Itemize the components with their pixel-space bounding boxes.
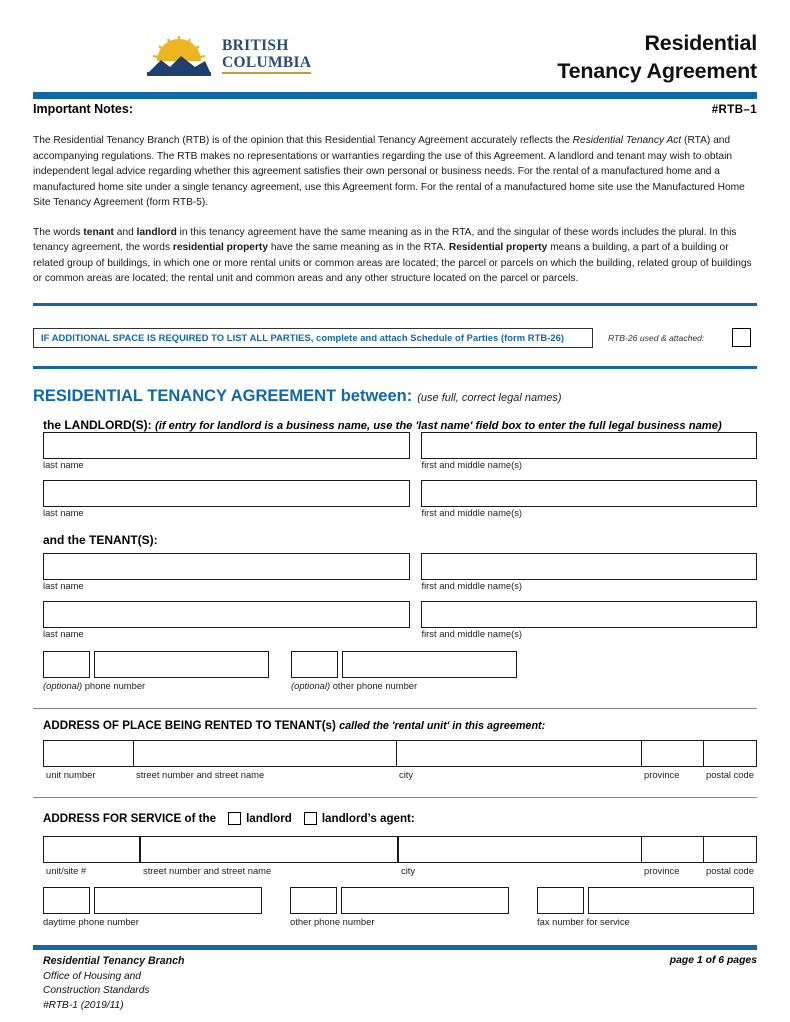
landlord-2-last-name-group	[43, 480, 410, 520]
landlord-2-last-name-input[interactable]	[43, 480, 410, 507]
service-fax-boxes	[537, 887, 754, 914]
rental-city-caption: city	[399, 768, 414, 780]
notes-p2-bold-tenant: tenant	[83, 226, 114, 238]
service-fax-number-input[interactable]	[588, 887, 754, 914]
tenant-phone-1-caption-rest: phone number	[82, 679, 146, 691]
notice-side-label: RTB-26 used & attached:	[608, 332, 705, 343]
rental-address-grid	[33, 740, 757, 780]
agreement-heading-note: (use full, correct legal names)	[417, 391, 562, 404]
notice-text: IF ADDITIONAL SPACE IS REQUIRED TO LIST ALL PARTIES, complete and attach Schedule of Parties (form RTB-26)	[41, 331, 565, 343]
service-street-input[interactable]	[141, 837, 399, 862]
notice-text-box	[33, 328, 593, 348]
landlord-fields	[33, 432, 757, 520]
important-notes-label: Important Notes:	[33, 102, 133, 116]
landlord-1-first-name-input[interactable]	[421, 432, 757, 459]
notes-p2-bold-landlord: landlord	[136, 226, 177, 238]
landlord-1-first-name-group	[421, 432, 757, 472]
landlord-2-last-name-caption: last name	[43, 506, 84, 518]
footer-branch-name: Residential Tenancy Branch	[43, 955, 185, 968]
notes-p2-bold-resprop-1: residential property	[172, 242, 268, 253]
logo-wordmark	[222, 38, 311, 74]
tenant-phone-1-boxes	[43, 651, 269, 678]
service-postal-code-input[interactable]	[704, 837, 756, 862]
notes-p2-seg1: The words	[33, 226, 84, 238]
rental-address-heading	[33, 719, 757, 732]
landlord-2-first-name-input[interactable]	[421, 480, 757, 507]
notes-p2-seg4: have the same meaning as in the RTA.	[268, 242, 449, 253]
footer-office-line-2: Construction Standards	[43, 985, 150, 997]
notes-p2-seg3: in this tenancy agreement have the same meaning as in the RTA, and the singular of these words includes the plural. In this tenancy agreement, the words	[33, 226, 737, 253]
landlord-1-last-name-group	[43, 432, 410, 472]
rtb26-attached-checkbox[interactable]	[732, 328, 751, 347]
divider-before-rental-address	[33, 708, 757, 709]
tenant-phone-1-optional: (optional)	[43, 679, 83, 691]
service-address-heading	[33, 812, 757, 825]
landlord-1-first-name-caption: first and middle name(s)	[421, 458, 523, 470]
service-unit-site-input[interactable]	[44, 837, 141, 862]
tenant-1-first-name-group	[421, 553, 757, 593]
header-accent-bar	[33, 92, 757, 99]
tenant-1-last-name-input[interactable]	[43, 553, 410, 580]
rental-province-caption: province	[644, 768, 680, 780]
landlord-1-last-name-input[interactable]	[43, 432, 410, 459]
service-other-number-input[interactable]	[341, 887, 509, 914]
service-daytime-area-input[interactable]	[43, 887, 90, 914]
form-code: #RTB–1	[711, 104, 757, 116]
service-daytime-phone-group	[43, 887, 262, 927]
tenant-2-last-name-caption: last name	[43, 627, 84, 639]
service-city-input[interactable]	[399, 837, 642, 862]
logo-underline	[222, 72, 311, 74]
service-city-caption: city	[401, 864, 416, 876]
bc-government-logo	[143, 34, 311, 78]
tenant-phone-2-caption-rest: other phone number	[330, 679, 418, 691]
sun-over-mountains-icon	[143, 34, 215, 78]
notes-p2-seg2: and	[113, 226, 137, 238]
notes-p1-seg2: (RTA) and accompanying regulations. The RTB makes no representations or warranties regarding the use of this Agreement. A landlord and tenant may wish to obtain independent legal advice regarding whether this agreement satisfies their own personal or business needs. For the rental of a manufactured home and a manufactured home site under a single tenancy agreement, use this Agreement form. For the rental of a manufactured home site use the Manufactured Home Site Tenancy Agreement (form RTB-5).	[33, 135, 745, 208]
rental-address-heading-italic: called the 'rental unit' in this agreement:	[339, 719, 546, 732]
service-fax-group	[537, 887, 754, 927]
title-line-2: Tenancy Agreement	[557, 58, 757, 83]
tenant-phone-2-optional: (optional)	[291, 679, 331, 691]
page-title	[557, 30, 757, 85]
tenant-phone-1-number-input[interactable]	[94, 651, 269, 678]
page-header	[0, 0, 790, 92]
service-province-caption: province	[644, 864, 680, 876]
service-landlord-option[interactable]	[228, 812, 292, 825]
agreement-heading-main: RESIDENTIAL TENANCY AGREEMENT between:	[33, 386, 413, 405]
tenant-phone-1-area-input[interactable]	[43, 651, 90, 678]
rental-address-boxes	[43, 740, 757, 767]
rental-address-heading-bold: ADDRESS OF PLACE BEING RENTED TO TENANT(s)	[43, 718, 336, 732]
service-street-caption: street number and street name	[143, 864, 272, 876]
service-unit-site-caption: unit/site #	[46, 864, 87, 876]
landlord-1-last-name-caption: last name	[43, 458, 84, 470]
footer-accent-bar	[33, 945, 757, 950]
landlord-2-first-name-group	[421, 480, 757, 520]
tenant-row-1	[43, 553, 757, 593]
rental-address-captions	[43, 767, 757, 780]
rental-province-input[interactable]	[642, 741, 704, 766]
service-contact-row	[43, 887, 757, 927]
tenant-1-last-name-group	[43, 553, 410, 593]
rental-unit-number-input[interactable]	[44, 741, 134, 766]
service-other-area-input[interactable]	[290, 887, 337, 914]
service-fax-caption: fax number for service	[537, 915, 630, 927]
tenant-1-last-name-caption: last name	[43, 579, 84, 591]
service-agent-label: landlord’s agent:	[321, 811, 415, 825]
tenant-phone-1-caption	[43, 678, 269, 691]
title-line-1: Residential	[644, 31, 757, 55]
tenant-phone-2-number-input[interactable]	[342, 651, 517, 678]
tenant-1-first-name-input[interactable]	[421, 553, 757, 580]
service-postal-code-caption: postal code	[706, 864, 754, 876]
divider-before-agreement	[33, 366, 757, 369]
footer-form-version: #RTB-1 (2019/11)	[43, 1000, 124, 1012]
notes-p1-act-italic: Residential Tenancy Act	[572, 135, 682, 146]
service-daytime-number-input[interactable]	[94, 887, 262, 914]
landlord-label: the LANDLORD(S):	[43, 417, 152, 432]
service-address-grid	[33, 836, 757, 927]
tenant-phone-2-group	[291, 651, 517, 691]
tenant-2-first-name-input[interactable]	[421, 601, 757, 628]
notes-paragraph-2	[33, 225, 757, 287]
tenant-2-last-name-group	[43, 601, 410, 641]
divider-before-service-address	[33, 797, 757, 798]
footer-office-line-1: Office of Housing and	[43, 970, 141, 982]
service-address-heading-text: ADDRESS FOR SERVICE of the	[43, 811, 217, 825]
tenant-section-label: and the TENANT(S):	[43, 532, 158, 547]
service-address-captions	[43, 863, 757, 876]
landlord-note: (if entry for landlord is a business name, use the 'last name' field box to enter the full legal business name)	[155, 419, 722, 432]
rental-postal-code-input[interactable]	[704, 741, 756, 766]
tenant-1-first-name-caption: first and middle name(s)	[421, 579, 523, 591]
notes-p1-seg1: The Residential Tenancy Branch (RTB) is of the opinion that this Residential Tenancy Agreement accurately reflects the	[33, 135, 573, 146]
landlord-section-label	[33, 418, 757, 432]
landlord-row-2	[43, 480, 757, 520]
service-other-phone-group	[290, 887, 509, 927]
service-province-input[interactable]	[642, 837, 704, 862]
tenant-phone-2-caption	[291, 678, 517, 691]
divider-after-notes	[33, 303, 757, 306]
service-daytime-phone-boxes	[43, 887, 262, 914]
service-address-boxes	[43, 836, 757, 863]
tenant-phone-2-area-input[interactable]	[291, 651, 338, 678]
agreement-heading	[33, 387, 757, 406]
page-footer	[43, 954, 757, 1014]
tenant-phone-1-group	[43, 651, 269, 691]
service-landlord-checkbox[interactable]	[228, 812, 241, 825]
tenant-phone-row	[43, 651, 757, 691]
footer-page-number: page 1 of 6 pages	[669, 955, 757, 967]
tenant-2-first-name-caption: first and middle name(s)	[421, 627, 523, 639]
important-notes-row	[33, 99, 757, 116]
logo-line-british: BRITISH	[222, 37, 289, 55]
service-other-phone-boxes	[290, 887, 509, 914]
service-agent-checkbox[interactable]	[304, 812, 317, 825]
logo-line-columbia: COLUMBIA	[222, 53, 312, 71]
service-fax-area-input[interactable]	[537, 887, 584, 914]
footer-branch-block	[43, 954, 185, 1014]
rental-unit-number-caption: unit number	[46, 768, 96, 780]
notes-p2-seg5: means a building, a part of a building or related group of buildings, in which one or more rental units or common areas are located; the parcel or parcels on which the building, related group of buildings or common areas are located; the rental unit and common areas and any other structure located on the parcel or parcels.	[33, 242, 752, 284]
rental-postal-code-caption: postal code	[706, 768, 754, 780]
service-landlord-label: landlord	[246, 811, 292, 825]
tenant-fields	[33, 553, 757, 691]
rental-street-input[interactable]	[134, 741, 397, 766]
notes-p2-bold-resprop-2: Residential property	[448, 242, 548, 253]
schedule-of-parties-notice	[33, 328, 757, 348]
landlord-row-1	[43, 432, 757, 472]
tenant-phone-2-boxes	[291, 651, 517, 678]
tenant-2-last-name-input[interactable]	[43, 601, 410, 628]
tenant-row-2	[43, 601, 757, 641]
service-other-caption: other phone number	[290, 915, 375, 927]
rental-city-input[interactable]	[397, 741, 642, 766]
service-daytime-caption: daytime phone number	[43, 915, 139, 927]
tenant-2-first-name-group	[421, 601, 757, 641]
service-agent-option[interactable]	[304, 812, 415, 825]
notes-paragraph-1	[33, 133, 757, 211]
rental-street-caption: street number and street name	[136, 768, 265, 780]
landlord-2-first-name-caption: first and middle name(s)	[421, 506, 523, 518]
